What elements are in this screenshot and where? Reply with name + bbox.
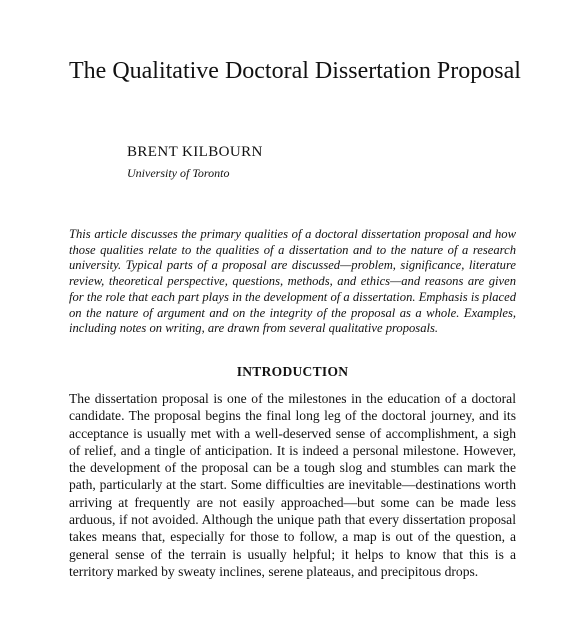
section-heading-introduction: INTRODUCTION	[236, 364, 349, 379]
abstract: This article discusses the primary qualities of a doctoral dissertation proposal and how those qualities relate to the qualities of a dissertation and to the nature of a research university. Typical parts of a proposal are discussed—problem, significance, literature review, theoretical perspective, questions, methods, and ethics—and reasons are given for the role that each part plays in the development of a dissertation. Emphasis is placed on the nature of argument and on the integrity of the proposal as a whole. Examples, including notes on writing, are drawn from several qualitative proposals.	[69, 227, 516, 336]
article-title: The Qualitative Doctoral Dissertation Proposal	[69, 58, 521, 84]
author-affiliation: University of Toronto	[127, 166, 230, 180]
introduction-paragraph: The dissertation proposal is one of the milestones in the education of a doctoral candidate. The proposal begins the final long leg of the doctoral journey, and its acceptance is usually met with a well-deserved sense of accomplishment, a sigh of relief, and a tingle of anticipation. It is indeed a personal milestone. However, the development of the proposal can be a tough slog and stumbles can mark the path, particularly at the start. Some difficulties are inevitable—destinations worth arriving at frequently are not easily approached—but some can be made less arduous, if not avoided. Although the unique path that every dissertation proposal takes means that, especially for those to follow, a map is out of the question, a general sense of the terrain is usually helpful; it helps to know that this is a territory marked by sweaty inclines, serene plateaus, and precipitous drops.	[69, 391, 516, 579]
author-name: BRENT KILBOURN	[127, 144, 263, 160]
